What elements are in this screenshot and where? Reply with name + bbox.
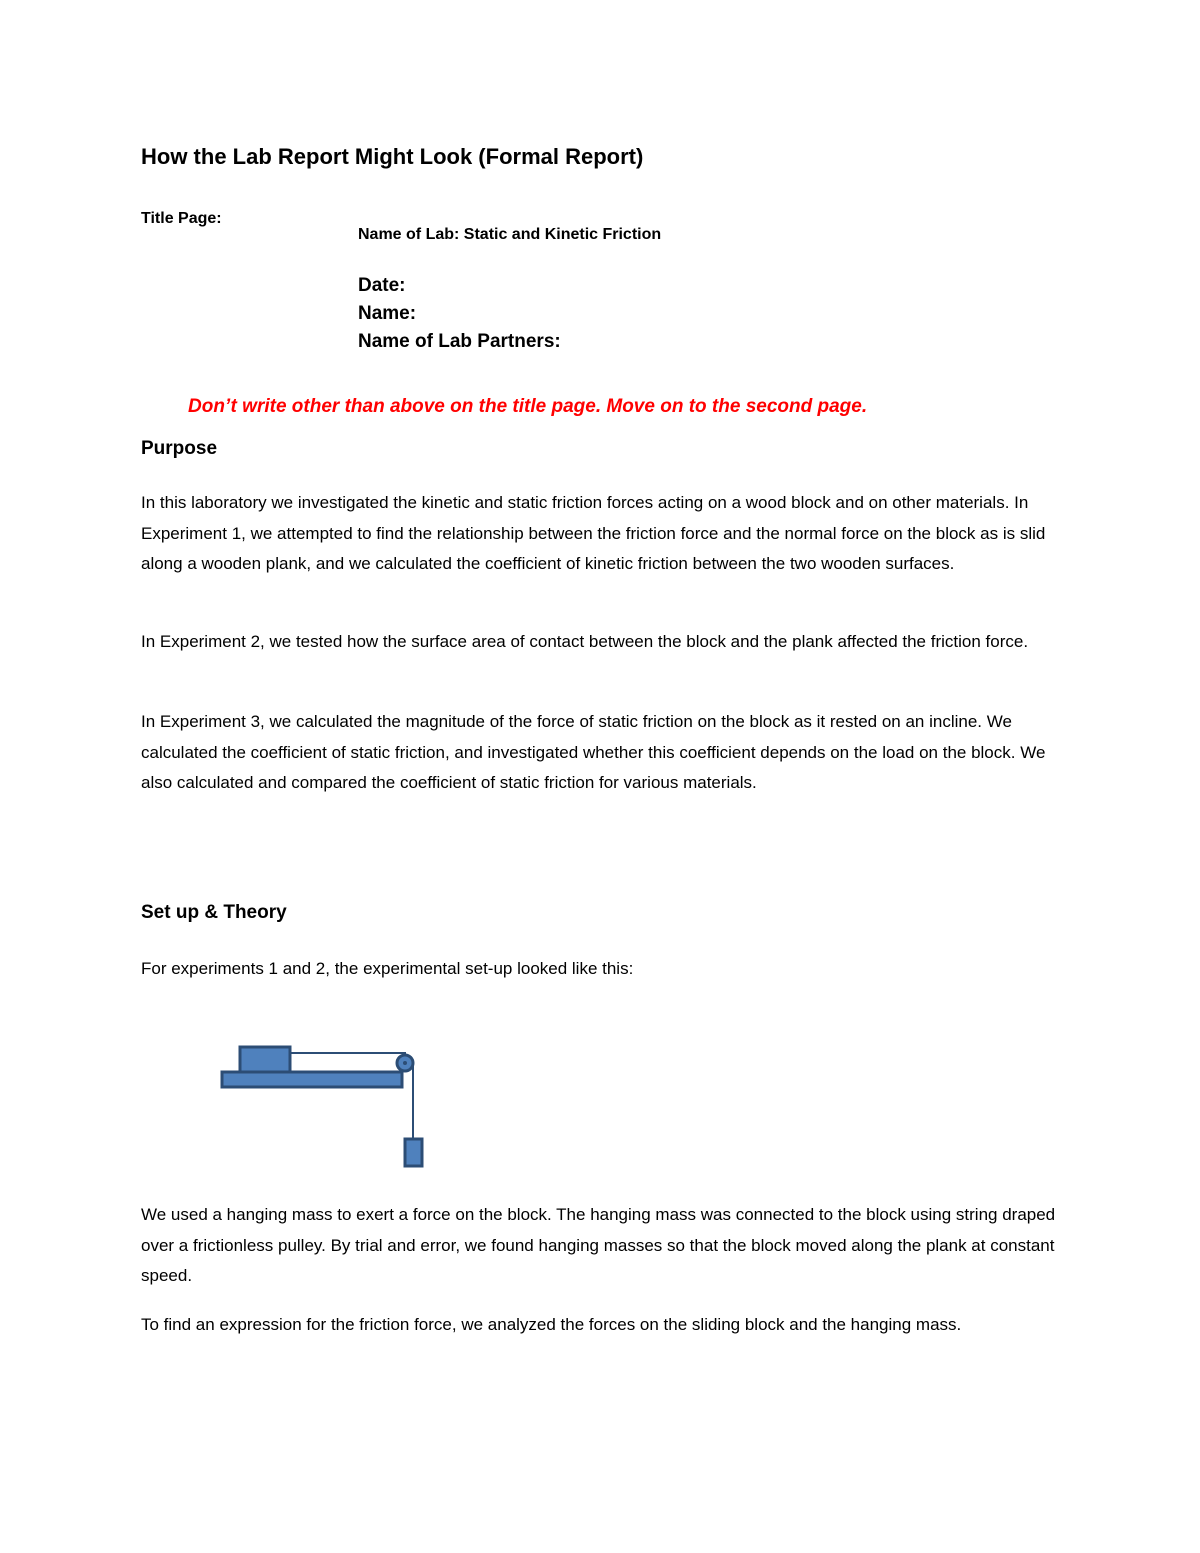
experiment-setup-diagram: [214, 1038, 434, 1173]
sliding-block: [240, 1047, 290, 1072]
page-title: How the Lab Report Might Look (Formal Report): [141, 144, 644, 169]
plank: [222, 1072, 402, 1087]
setup-paragraph-1: We used a hanging mass to exert a force on the block. The hanging mass was connected to the block using string draped over a frictionless pulley. By trial and error, we found hanging masses so that the block moved along the plank at constant speed.: [141, 1205, 1056, 1285]
lab-partners-field: Name of Lab Partners:: [358, 331, 561, 352]
setup-heading: Set up & Theory: [141, 902, 287, 923]
purpose-paragraph-3: In Experiment 3, we calculated the magnitude of the force of static friction on the block as it rested on an incline. We calculated the coefficient of static friction, and investigated whether this coefficient depends on the load on the block. We also calculated and compared the coefficient of static friction for various materials.: [141, 712, 1046, 792]
setup-paragraph-2: To find an expression for the friction force, we analyzed the forces on the sliding block and the hanging mass.: [141, 1315, 962, 1334]
pulley-axle: [403, 1061, 407, 1065]
lab-name: Name of Lab: Static and Kinetic Friction: [358, 226, 662, 243]
purpose-heading: Purpose: [141, 438, 218, 459]
title-page-warning: Don’t write other than above on the title page. Move on to the second page.: [188, 396, 868, 417]
name-field: Name:: [358, 303, 417, 324]
title-page-label: Title Page:: [141, 210, 222, 227]
purpose-paragraph-1: In this laboratory we investigated the kinetic and static friction forces acting on a wood block and on other materials. In Experiment 1, we attempted to find the relationship between the friction force and the normal force on the block as is slid along a wooden plank, and we calculated the coefficient of kinetic friction between the two wooden surfaces.: [141, 493, 1046, 573]
setup-intro: For experiments 1 and 2, the experimental set-up looked like this:: [141, 959, 634, 978]
hanging-mass: [405, 1139, 422, 1166]
date-field: Date:: [358, 275, 406, 296]
purpose-paragraph-2: In Experiment 2, we tested how the surface area of contact between the block and the plank affected the friction force.: [141, 632, 1029, 651]
